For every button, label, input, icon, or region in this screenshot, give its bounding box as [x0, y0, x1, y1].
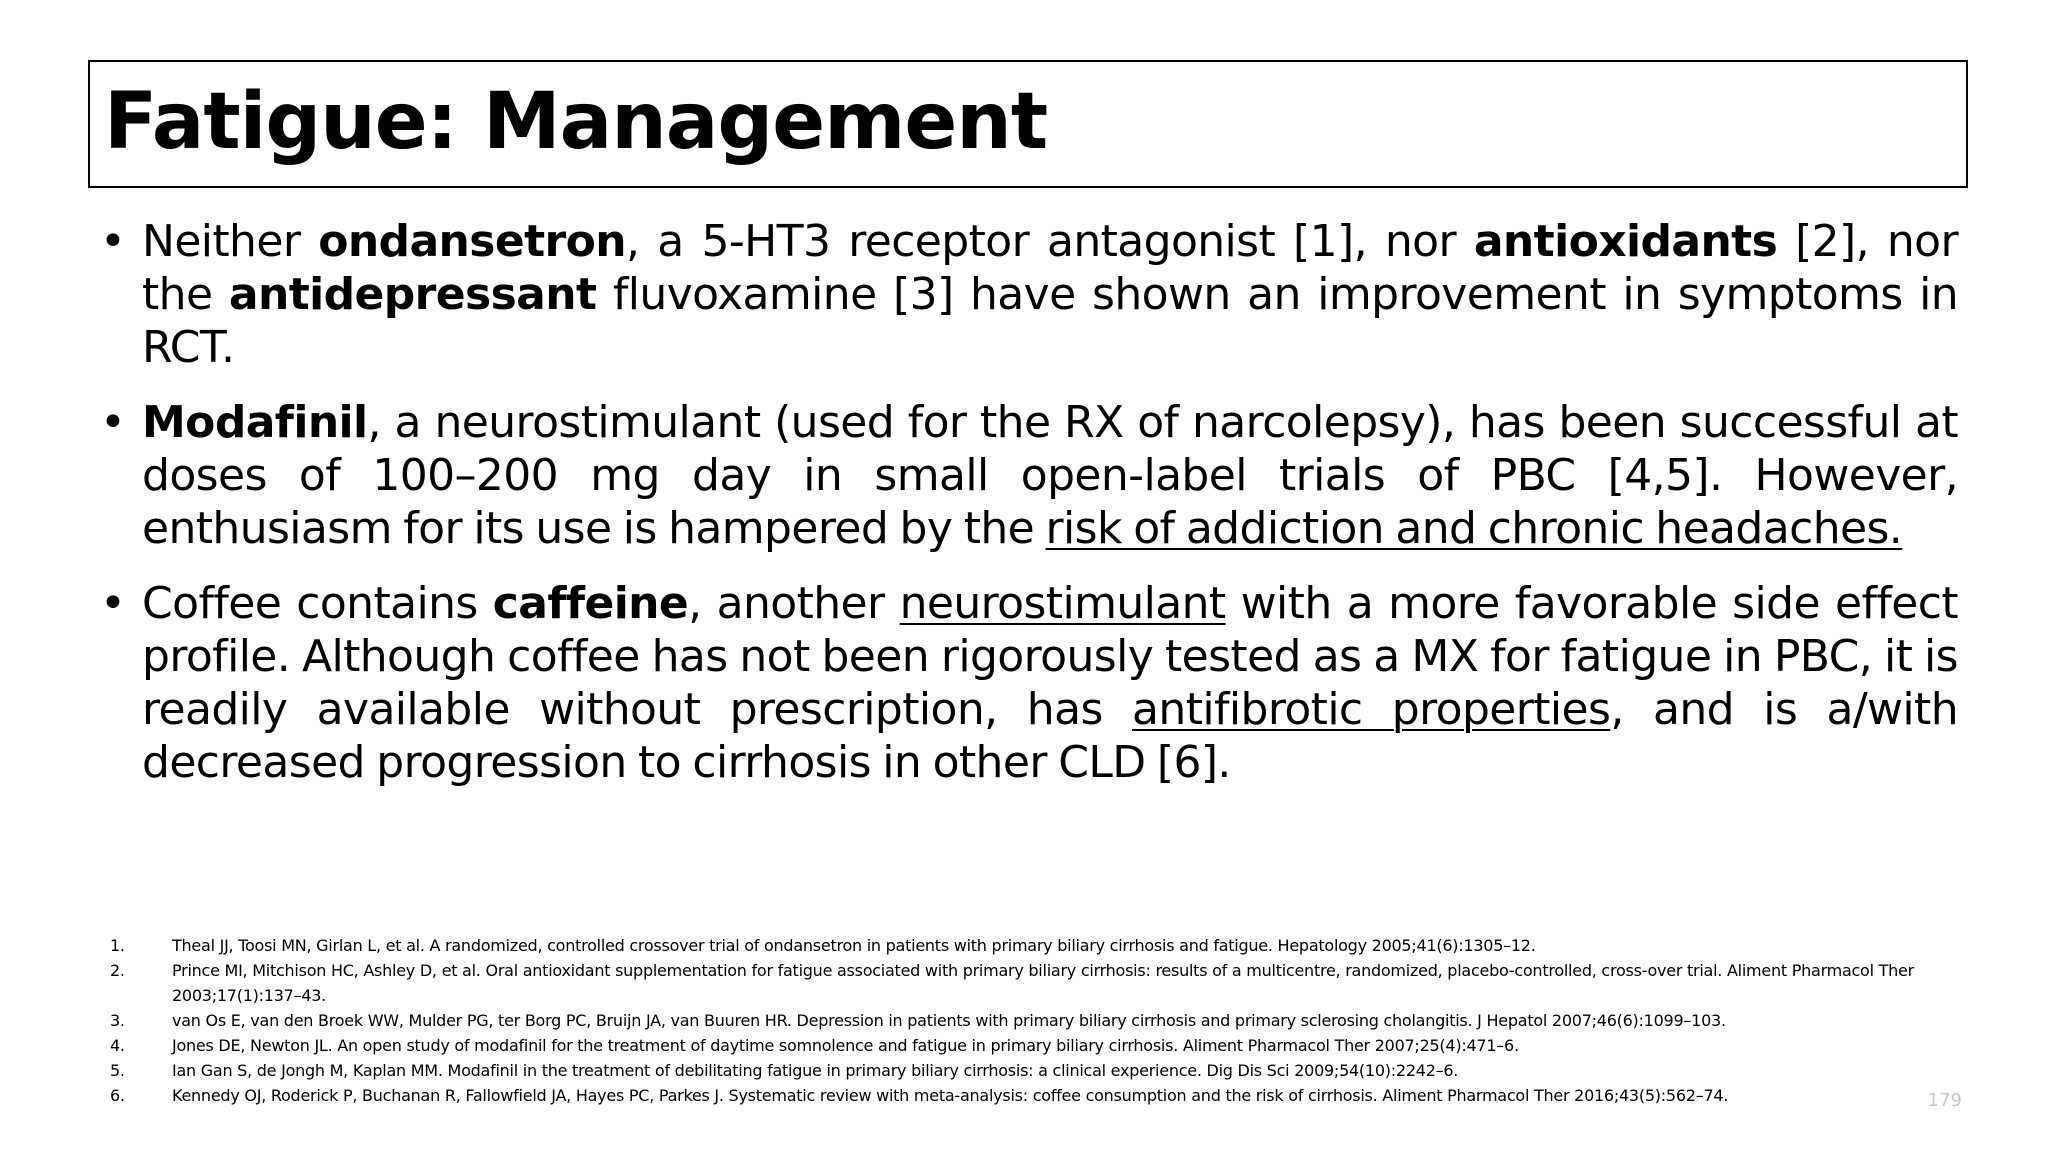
bullet-text [142, 216, 1958, 373]
bullet-segment: risk of addiction and chronic headaches. [1045, 503, 1903, 554]
bullet-dot-icon: • [100, 578, 126, 629]
bullet-segment: neurostimulant [899, 578, 1226, 629]
reference-item [110, 958, 1970, 1008]
reference-item [110, 1033, 1970, 1058]
reference-item [110, 933, 1970, 958]
bullet-segment: antifibrotic properties [1132, 684, 1611, 735]
bullet-text [142, 578, 1958, 788]
reference-text: van Os E, van den Broek WW, Mulder PG, ter Borg PC, Bruijn JA, van Buuren HR. Depression in patients with primary biliary cirrhosis and primary sclerosing cholangitis. J Hepatol 2007;46(6):1099–103. [172, 1011, 1726, 1030]
bullet-item [100, 577, 1958, 789]
bullet-segment: , and is a/with decreased progression to cirrhosis in other CLD [6]. [142, 684, 1958, 788]
reference-number: 2. [110, 961, 125, 980]
bullet-list [100, 215, 1958, 789]
bullet-segment: fluvoxamine [3] have shown an improvement in symptoms in RCT. [142, 269, 1959, 373]
slide-title: Fatigue: Management [104, 77, 1048, 167]
reference-item [110, 1008, 1970, 1033]
page-number: 179 [1927, 1090, 1962, 1111]
reference-number: 1. [110, 936, 125, 955]
bullet-segment: Neither [142, 216, 319, 267]
bullet-item [100, 396, 1958, 555]
bullet-segment: Coffee contains [142, 578, 493, 629]
bullet-segment: with a more favorable side effect profile. Although coffee has not been rigorously tested as a MX for fatigue in PBC, it is readily available without prescription, has [142, 578, 1958, 735]
reference-number: 5. [110, 1061, 125, 1080]
bullet-segment: antidepressant [228, 269, 597, 320]
reference-item [110, 1083, 1970, 1108]
title-box [88, 60, 1968, 188]
reference-number: 6. [110, 1086, 125, 1105]
bullet-segment: caffeine [492, 578, 689, 629]
bullet-segment: , a 5-HT3 receptor antagonist [1], nor [625, 216, 1474, 267]
bullet-segment: ondansetron [318, 216, 626, 267]
bullet-segment: antioxidants [1473, 216, 1778, 267]
reference-text: Ian Gan S, de Jongh M, Kaplan MM. Modafinil in the treatment of debilitating fatigue in primary biliary cirrhosis: a clinical experience. Dig Dis Sci 2009;54(10):2242–6. [172, 1061, 1459, 1080]
reference-list [110, 933, 1970, 1108]
bullet-segment: [2], nor the [142, 216, 1958, 320]
reference-text: Jones DE, Newton JL. An open study of modafinil for the treatment of daytime somnolence and fatigue in primary biliary cirrhosis. Aliment Pharmacol Ther 2007;25(4):471–6. [172, 1036, 1519, 1055]
reference-text: Prince MI, Mitchison HC, Ashley D, et al. Oral antioxidant supplementation for fatigue associated with primary biliary cirrhosis: results of a multicentre, randomized, placebo-controlled, cross-over trial. Aliment Pharmacol Ther 2003;17(1):137–43. [172, 961, 1914, 1005]
reference-item [110, 1058, 1970, 1083]
bullet-segment: Modafinil [142, 397, 368, 448]
bullet-dot-icon: • [100, 216, 126, 267]
bullet-item [100, 215, 1958, 374]
bullet-dot-icon: • [100, 397, 126, 448]
bullet-text [142, 397, 1958, 554]
reference-text: Theal JJ, Toosi MN, Girlan L, et al. A randomized, controlled crossover trial of ondansetron in patients with primary biliary cirrhosis and fatigue. Hepatology 2005;41(6):1305–12. [172, 936, 1536, 955]
reference-number: 4. [110, 1036, 125, 1055]
reference-text: Kennedy OJ, Roderick P, Buchanan R, Fallowfield JA, Hayes PC, Parkes J. Systematic review with meta-analysis: coffee consumption and the risk of cirrhosis. Aliment Pharmacol Ther 2016;43(5):562–74. [172, 1086, 1729, 1105]
reference-number: 3. [110, 1011, 125, 1030]
bullet-segment: , another [688, 578, 900, 629]
bullet-segment: , a neurostimulant (used for the RX of narcolepsy), has been successful at doses of 100–200 mg day in small open-label trials of PBC [4,5]. However, enthusiasm for its use is hampered by the [142, 397, 1958, 554]
